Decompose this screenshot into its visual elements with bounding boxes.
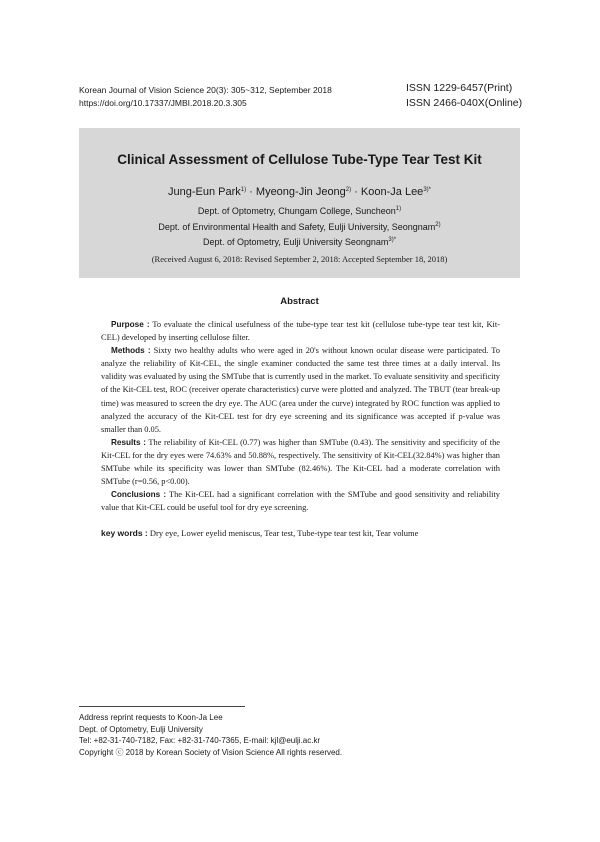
author-name: Myeong-Jin Jeong — [255, 186, 346, 198]
journal-header-left — [79, 84, 332, 110]
abstract-conclusions: Conclusions : The Kit-CEL had a significant correlation with the SMTube and good sensitivity and reliability value that Kit-CEL could be useful tool for dry eye screening. — [101, 490, 500, 513]
title-box — [79, 128, 520, 278]
author-affil-mark: 2) — [345, 187, 352, 193]
keywords-list: Dry eye, Lower eyelid meniscus, Tear test, Tube-type tear test kit, Tear volume — [147, 528, 419, 538]
author-separator: · — [351, 186, 361, 198]
footnote-line: Address reprint requests to Koon-Ja Lee — [79, 713, 223, 722]
correspondence-footnote — [79, 712, 342, 759]
author-separator: · — [246, 186, 256, 198]
paper-title: Clinical Assessment of Cellulose Tube-Type Tear Test Kit — [117, 152, 482, 167]
issn-online: ISSN 2466-040X(Online) — [406, 97, 523, 109]
abstract-results: Results : The reliability of Kit-CEL (0.77) was higher than SMTube (0.43). The sensitivity and specificity of the Kit-CEL for the dry eyes were 74.63% and 50.88%, respectively. The sensitivity of Kit-CEL(32.84%) was higher than SMTube while its specificity was lower than SMTube (82.46%). The Kit-CEL had a moderate correlation with SMTube (r=0.56, p<0.00). — [101, 437, 500, 487]
abstract-heading: Abstract — [280, 296, 319, 307]
footnote-divider — [79, 706, 245, 707]
keywords-label: key words : — [101, 528, 148, 538]
section-label: Methods : — [111, 346, 151, 356]
abstract-body — [101, 318, 500, 514]
section-label: Purpose : — [111, 320, 150, 329]
affiliation: Dept. of Environmental Health and Safety, Eulji University, Seongnam$^{2)}$ — [158, 222, 441, 232]
issn-block — [406, 81, 522, 111]
author-affil-mark: 1) — [240, 187, 247, 193]
abstract-purpose: Purpose : To evaluate the clinical usefulness of the tube-type tear test kit (cellulose tube-type tear test kit, Kit-CEL) developed by inserting cellulose filter. — [101, 320, 500, 343]
footnote-contact: Tel: +82-31-740-7182, Fax: +82-31-740-7365, E-mail: kjl@eulji.ac.kr — [79, 736, 321, 746]
author-line — [79, 186, 520, 198]
author-name: Jung-Eun Park — [168, 186, 241, 198]
copyright-line: Copyright ⓒ 2018 by Korean Society of Vision Science All rights reserved. — [79, 748, 343, 758]
section-label: Conclusions : — [111, 490, 167, 500]
affiliation: Dept. of Optometry, Eulji University Seongnam$^{3)*}$ — [202, 237, 397, 247]
author-affil-mark: 3)* — [423, 187, 431, 193]
affiliation: Dept. of Optometry, Chungam College, Suncheon$^{1)}$ — [197, 206, 402, 216]
keywords — [101, 528, 511, 538]
doi-link[interactable]: https://doi.org/10.17337/JMBI.2018.20.3.305 — [79, 98, 247, 108]
section-label: Results : — [111, 437, 147, 447]
received-dates: (Received August 6, 2018: Revised September 2, 2018: Accepted September 18, 2018) — [151, 254, 448, 264]
issn-print: ISSN 1229-6457(Print) — [406, 82, 513, 94]
abstract-methods: Methods : Sixty two healthy adults who were aged in 20's without known ocular disease were participated. To analyze the reliability of Kit-CEL, the single examiner conducted the same test three times at a daily interval. Its validity was evaluated by using the SMTube that is currently used in the market. To evaluate sensitivity and specificity of the Kit-CEL test, ROC (receiver operate characteristics) curve were plotted and analyzed. The TBUT (tear break-up time) was measured to screen the dry eye. The AUC (area under the curve) integrated by ROC function was applied to analyzed the accuracy of the Kit-CEL test for dry eye screening and its significance was accepted if p-value was smaller than 0.05. — [101, 346, 500, 434]
footnote-line: Dept. of Optometry, Eulji University — [79, 724, 203, 734]
author-name: Koon-Ja Lee — [360, 186, 424, 198]
journal-citation: Korean Journal of Vision Science 20(3): 305~312, September 2018 — [79, 85, 332, 95]
